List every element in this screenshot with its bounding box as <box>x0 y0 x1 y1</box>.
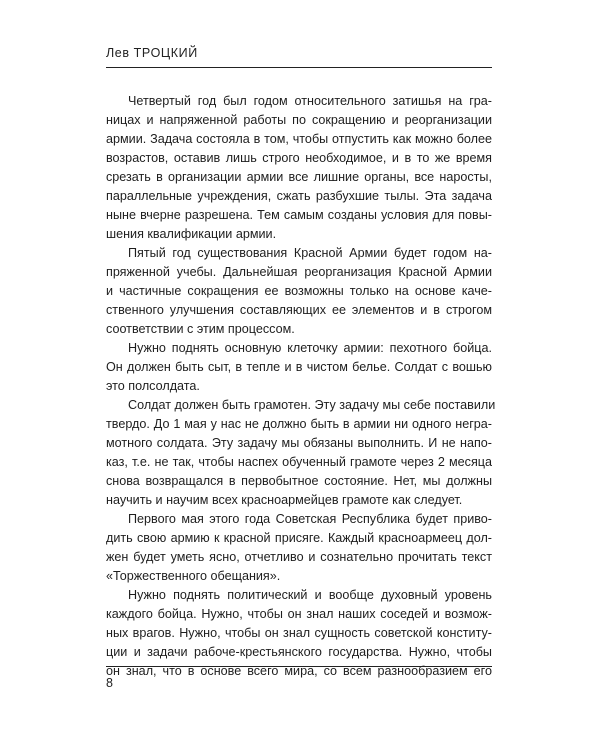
text-line: и частичные сокращения ее возможны только на основе каче- <box>106 284 492 298</box>
text-line: научить и научим всех красноармейцев грамоте как следует. <box>106 493 463 507</box>
text-line: ции и задачи рабоче-крестьянского государства. Нужно, чтобы <box>106 645 492 659</box>
text-line: соответствии с этим процессом. <box>106 322 295 336</box>
paragraph <box>106 92 492 244</box>
text-line: возрастов, оставив лишь строго необходимое, и в то же время <box>106 151 492 165</box>
body-text <box>106 92 496 681</box>
text-line: «Торжественного обещания». <box>106 569 281 583</box>
text-line: срезать в организации армии все лишние органы, все наросты, <box>106 170 492 184</box>
text-line: параллельные учреждения, сжать разбухшие тылы. Эта задача <box>106 189 492 203</box>
text-line: Пятый год существования Красной Армии будет годом на- <box>128 246 492 260</box>
text-line: ницах и напряженной работы по сокращению и реорганизации <box>106 113 492 127</box>
text-line: каждого бойца. Нужно, чтобы он знал наших соседей и возмож- <box>106 607 492 621</box>
text-line: шения квалификации армии. <box>106 227 277 241</box>
text-line: твердо. До 1 мая у нас не должно быть в армии ни одного негра- <box>106 417 492 431</box>
text-line: пряженной учебы. Дальнейшая реорганизация Красной Армии <box>106 265 492 279</box>
text-line: снова возвращался в первобытное состояние. Нет, мы должны <box>106 474 492 488</box>
text-line: Нужно поднять основную клеточку армии: пехотного бойца. <box>128 341 492 355</box>
text-line: дить свою армию к красной присяге. Каждый красноармеец дол- <box>106 531 492 545</box>
page-number: 8 <box>106 676 113 690</box>
text-line: ныне вчерне разрешена. Тем самым созданы условия для повы- <box>106 208 492 222</box>
text-line: мотного солдата. Эту задачу мы обязаны выполнить. И не напо- <box>106 436 492 450</box>
running-head: Лев ТРОЦКИЙ <box>106 46 198 60</box>
paragraph <box>106 510 492 586</box>
text-line: Нужно поднять политический и вообще духовный уровень <box>128 588 492 602</box>
text-line: каз, т.е. не так, чтобы наспех обученный грамоте через 2 месяца <box>106 455 492 469</box>
text-line: Четвертый год был годом относительного затишья на гра- <box>128 94 492 108</box>
paragraph <box>106 396 496 510</box>
footer-rule <box>106 666 492 667</box>
header-rule <box>106 67 492 68</box>
text-line: Первого мая этого года Советская Республика будет приво- <box>128 512 492 526</box>
text-line: ных врагов. Нужно, чтобы он знал сущность советской конститу- <box>106 626 492 640</box>
text-line: он знал, что в основе всего мира, со всем разнообразием его <box>106 664 492 678</box>
text-line: армии. Задача состояла в том, чтобы отпустить как можно более <box>106 132 492 146</box>
paragraph <box>106 339 492 396</box>
text-line: это полсолдата. <box>106 379 200 393</box>
text-line: ственного улучшения составляющих ее элементов и в строгом <box>106 303 492 317</box>
text-line: Солдат должен быть грамотен. Эту задачу мы себе поставили <box>128 398 496 412</box>
text-line: Он должен быть сыт, в тепле и в чистом белье. Солдат с вошью <box>106 360 492 374</box>
text-line: жен будет уметь ясно, отчетливо и сознательно прочитать текст <box>106 550 492 564</box>
paragraph <box>106 244 492 339</box>
